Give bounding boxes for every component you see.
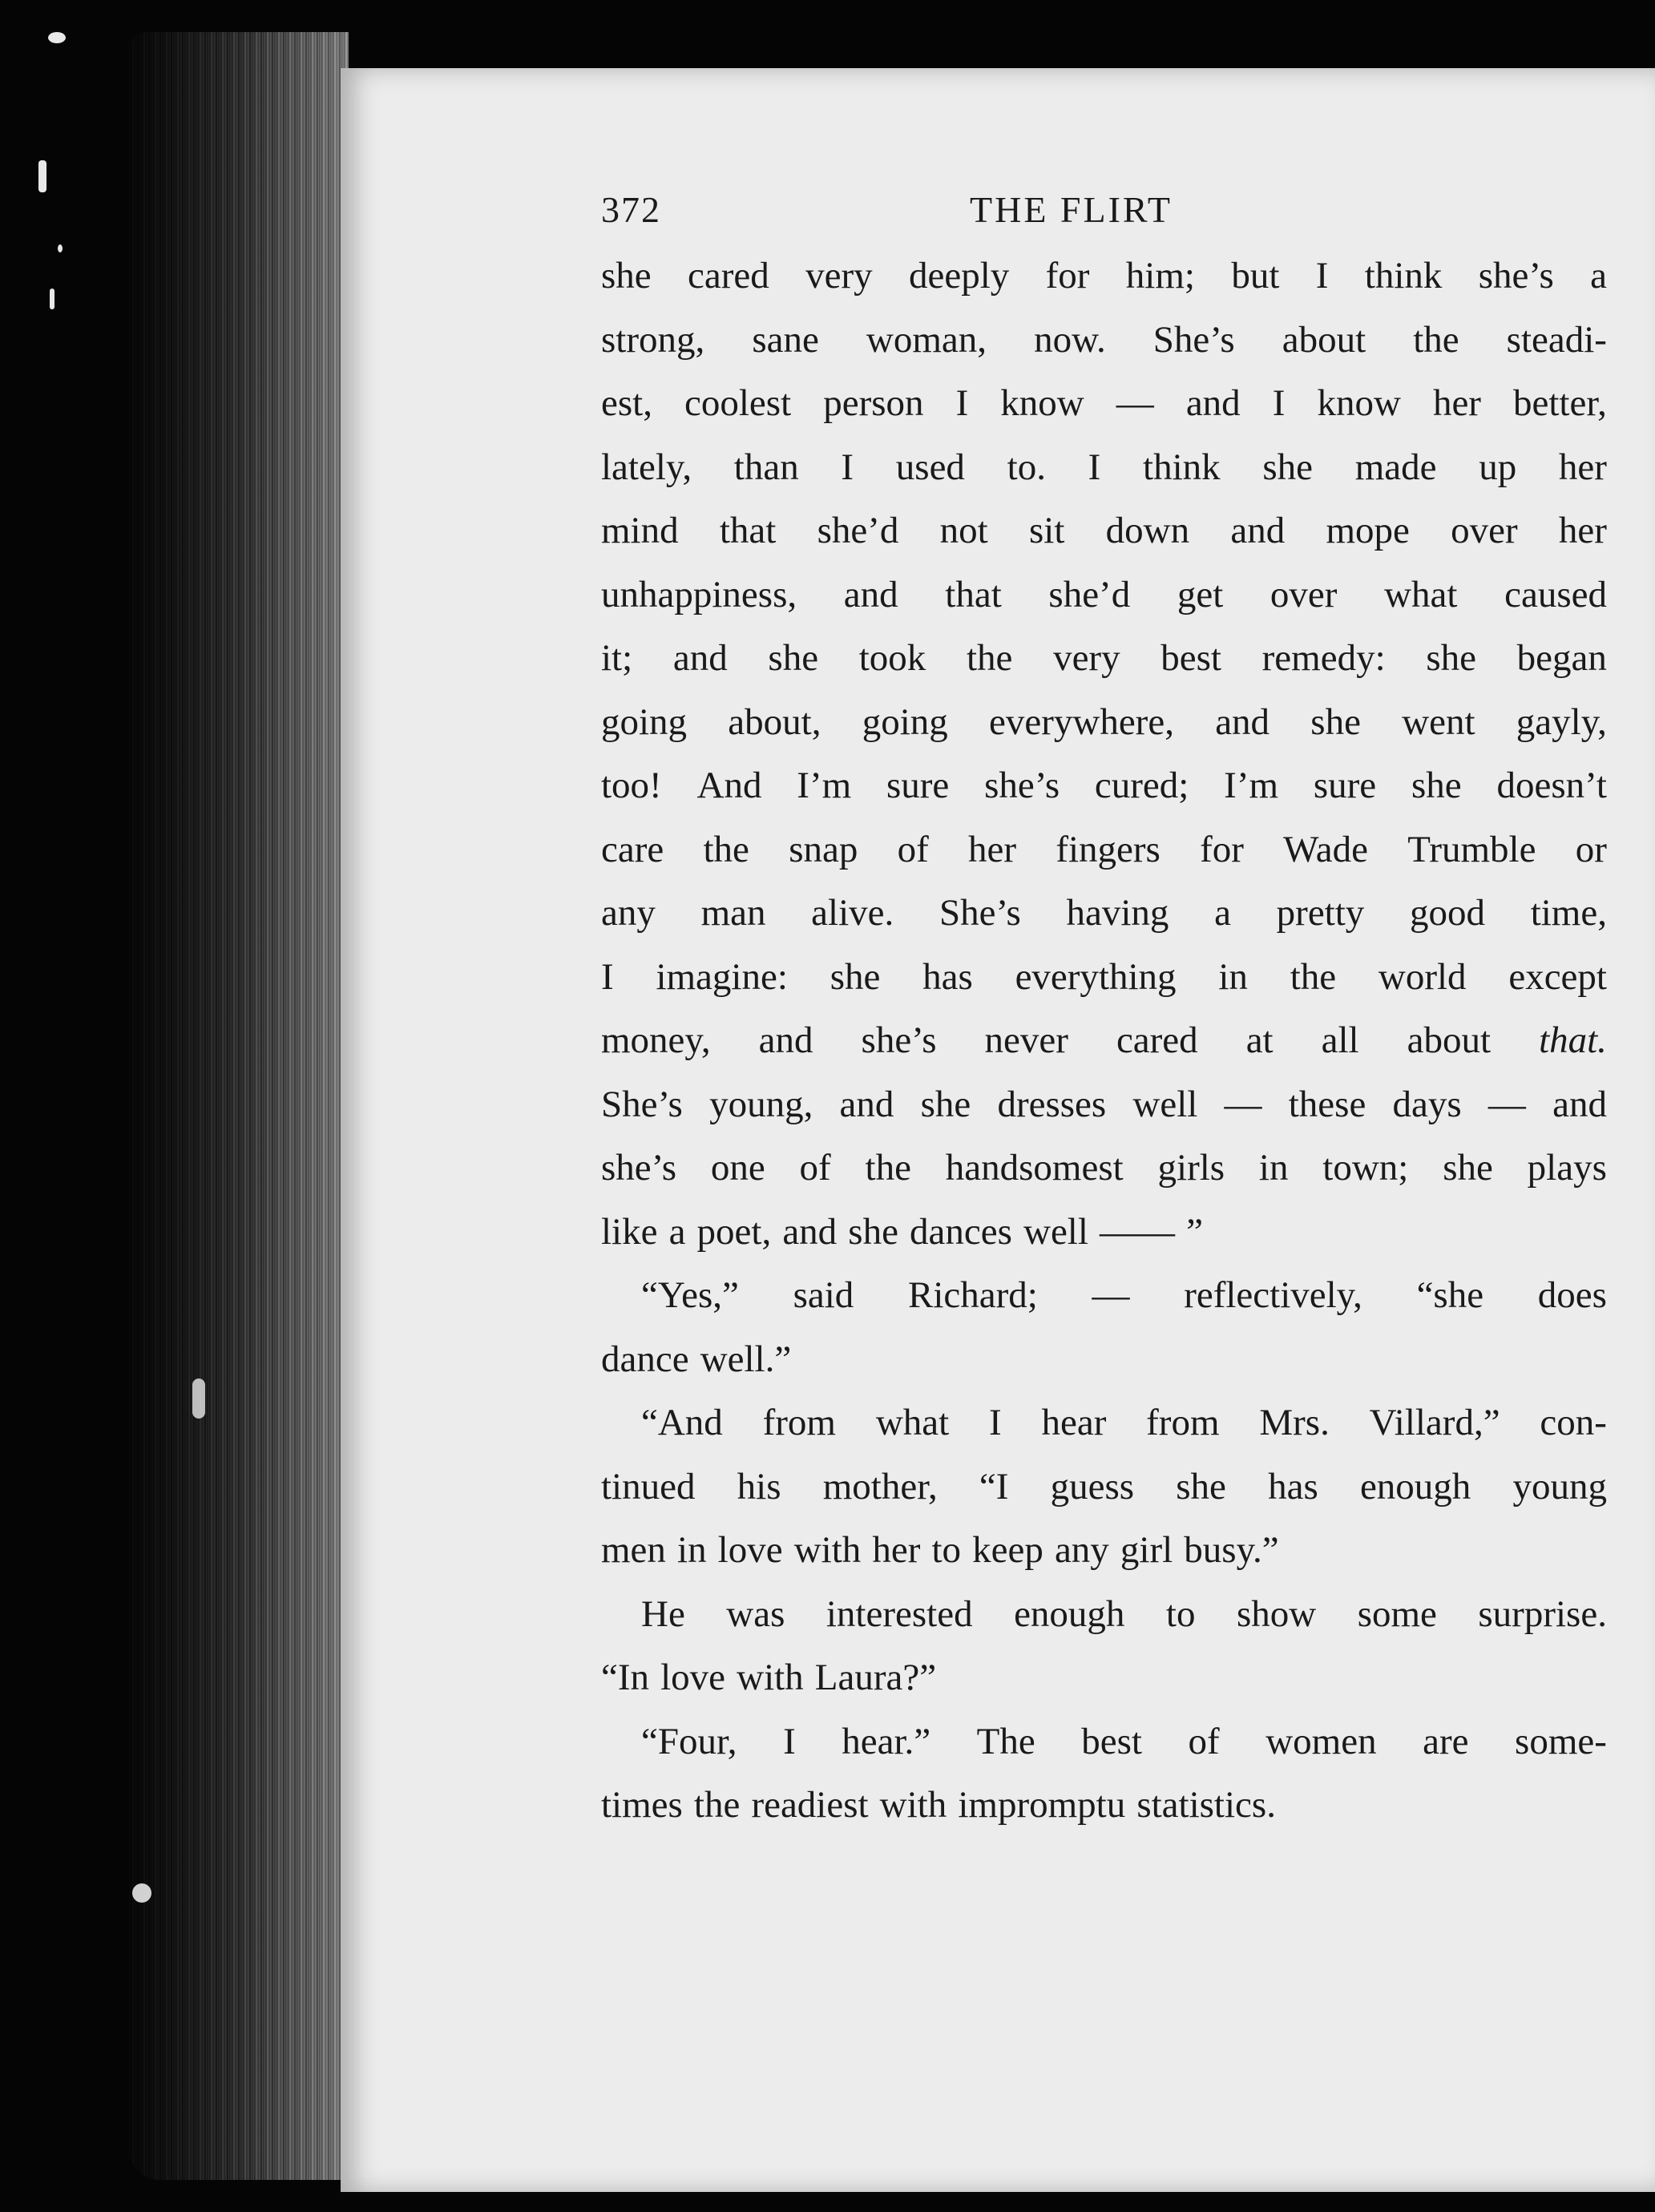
page-edges-shadow bbox=[128, 32, 349, 2180]
scan-speck bbox=[50, 289, 54, 309]
text-line: tinued his mother, “I guess she has enough young bbox=[601, 1465, 1607, 1508]
page-number: 372 bbox=[601, 189, 661, 230]
text-line: mind that she’d not sit down and mope over her bbox=[601, 510, 1607, 551]
text-line: any man alive. She’s having a pretty good time, bbox=[601, 892, 1607, 934]
book-page bbox=[341, 68, 1655, 2192]
text-line: men in love with her to keep any girl busy.” bbox=[601, 1529, 1279, 1571]
text-line: she’s one of the handsomest girls in town; she plays bbox=[601, 1147, 1607, 1189]
scan-speck bbox=[192, 1378, 205, 1419]
text-line: “Yes,” said Richard; — reflectively, “she does bbox=[641, 1274, 1607, 1316]
text-line: money, and she’s never cared at all about that. bbox=[601, 1019, 1607, 1061]
text-line: He was interested enough to show some surprise. bbox=[641, 1592, 1607, 1635]
text-line: it; and she took the very best remedy: she began bbox=[601, 637, 1607, 679]
running-title: THE FLIRT bbox=[970, 189, 1173, 230]
text-line: unhappiness, and that she’d get over what caused bbox=[601, 573, 1607, 616]
text-line: “And from what I hear from Mrs. Villard,” con- bbox=[641, 1402, 1607, 1443]
page-text-block bbox=[601, 188, 1607, 1838]
text-line: I imagine: she has everything in the world except bbox=[601, 955, 1607, 998]
text-line: too! And I’m sure she’s cured; I’m sure she doesn’t bbox=[601, 765, 1607, 806]
text-line: est, coolest person I know — and I know her better, bbox=[601, 382, 1607, 424]
text-line: like a poet, and she dances well —— ” bbox=[601, 1210, 1203, 1253]
text-line: dance well.” bbox=[601, 1338, 792, 1380]
text-line: she cared very deeply for him; but I think she’s a bbox=[601, 255, 1607, 297]
text-line: “Four, I hear.” The best of women are some- bbox=[641, 1720, 1607, 1762]
text-line: lately, than I used to. I think she made up her bbox=[601, 446, 1607, 488]
scan-speck bbox=[48, 32, 66, 43]
text-line: She’s young, and she dresses well — these days — and bbox=[601, 1083, 1607, 1125]
body-text bbox=[601, 244, 1607, 1838]
text-line: times the readiest with impromptu statistics. bbox=[601, 1784, 1276, 1826]
scan-speck bbox=[58, 244, 63, 252]
scan-speck bbox=[132, 1883, 151, 1903]
text-line: “In love with Laura?” bbox=[601, 1657, 937, 1698]
text-line: care the snap of her fingers for Wade Trumble or bbox=[601, 828, 1607, 870]
page-header bbox=[601, 188, 1607, 244]
text-line: strong, sane woman, now. She’s about the steadi- bbox=[601, 318, 1607, 361]
text-line: going about, going everywhere, and she went gayly, bbox=[601, 700, 1607, 743]
scan-speck bbox=[38, 160, 46, 192]
